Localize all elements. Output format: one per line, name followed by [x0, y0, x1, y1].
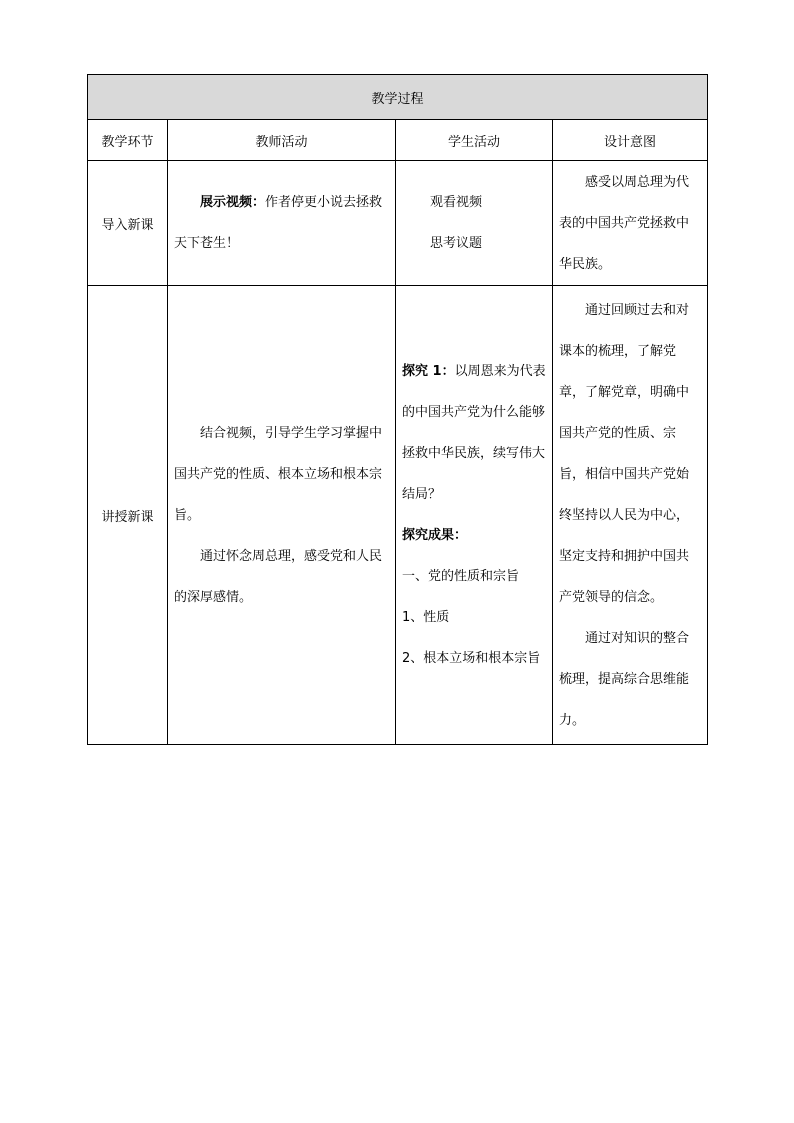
student-activity-cell: [396, 286, 553, 745]
inquiry-paragraph: [396, 351, 552, 515]
stage-cell: 导入新课: [88, 161, 168, 286]
table-header-row: [88, 120, 708, 161]
teacher-activity-cell: [168, 161, 396, 286]
teacher-activity-text: [168, 182, 395, 264]
design-intent-paragraph: 通过回顾过去和对课本的梳理，了解党章，了解党章，明确中国共产党的性质、宗旨，相信中国共产党始终坚持以人民为中心，坚定支持和拥护中国共产党领导的信念。: [559, 302, 690, 605]
result-item: 一、党的性质和宗旨: [402, 569, 520, 584]
header-stage: 教学环节: [88, 120, 168, 161]
show-video-label: 展示视频：: [200, 195, 266, 210]
teaching-process-table: [87, 74, 708, 745]
student-activity-line: 观看视频: [430, 195, 483, 210]
results-label: 探究成果：: [402, 528, 468, 543]
design-intent-text: 感受以周总理为代表的中国共产党拯救中华民族。: [559, 174, 690, 272]
student-activity-cell: [396, 161, 553, 286]
teacher-activity-paragraph: 结合视频，引导学生学习掌握中国共产党的性质、根本立场和根本宗旨。: [174, 425, 383, 523]
header-design-intent: 设计意图: [553, 120, 708, 161]
teacher-activity-paragraph: 通过怀念周总理，感受党和人民的深厚感情。: [174, 548, 383, 605]
table-title-row: [88, 75, 708, 120]
header-student-activity: 学生活动: [396, 120, 553, 161]
table-row: [88, 286, 708, 745]
result-item: 1、性质: [402, 610, 450, 625]
header-teacher-activity: 教师活动: [168, 120, 396, 161]
inquiry-label: 探究 1：: [402, 364, 455, 379]
inquiry-text: 以周恩来为代表的中国共产党为什么能够拯救中华民族，续写伟大结局？: [402, 364, 546, 502]
design-intent-paragraph: 通过对知识的整合梳理，提高综合思维能力。: [559, 630, 690, 728]
stage-cell: 讲授新课: [88, 286, 168, 745]
design-intent-cell: [553, 286, 708, 745]
design-intent-cell: [553, 161, 708, 286]
result-item: 2、根本立场和根本宗旨: [402, 651, 541, 666]
show-video-text: 作者停更小说去拯救天下苍生！: [174, 195, 383, 251]
table-row: [88, 161, 708, 286]
student-activity-line: 思考议题: [430, 236, 483, 251]
teacher-activity-cell: [168, 286, 396, 745]
table-title: 教学过程: [88, 75, 708, 120]
